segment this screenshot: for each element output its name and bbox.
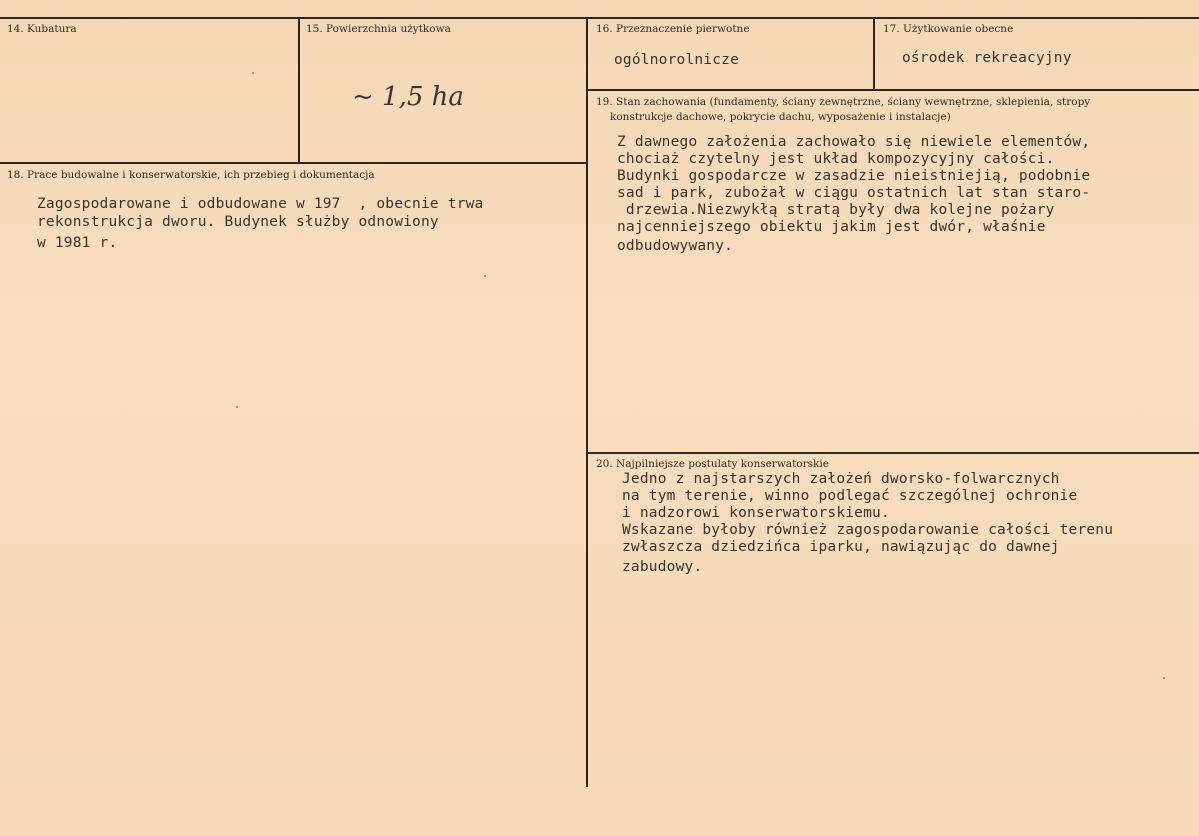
row1-bottom-border: [0, 162, 588, 164]
center-divider: [586, 17, 588, 787]
field15-value: ~ 1,5 ha: [352, 82, 464, 112]
field15-label: 15. Powierzchnia użytkowa: [306, 23, 451, 35]
paper-speck: [484, 275, 486, 277]
field16-bottom-border: [588, 89, 1199, 91]
field19-line: sad i park, zubożał w ciągu ostatnich lat stan staro-: [617, 185, 1091, 201]
field19-line: drzewia.Niezwykłą stratą były dwa kolejne pożary: [617, 202, 1055, 218]
field19-line: chociaż czytelny jest układ kompozycyjny całości.: [617, 151, 1055, 167]
field20-line: zwłaszcza dziedzińca iparku, nawiązując do dawnej: [622, 539, 1060, 555]
paper-speck: [236, 406, 238, 408]
field20-line: zabudowy.: [622, 559, 703, 575]
field17-value: ośrodek rekreacyjny: [902, 50, 1072, 66]
paper-speck: [1163, 677, 1165, 679]
field19-bottom-border: [588, 452, 1199, 454]
field18-line: rekonstrukcja dworu. Budynek służby odnowiony: [37, 214, 439, 230]
field16-value: ogólnorolnicze: [614, 52, 740, 68]
divider-16-17: [873, 17, 875, 90]
field17-label: 17. Użytkowanie obecne: [883, 23, 1014, 35]
field19-line: odbudowywany.: [617, 238, 734, 254]
field19-line: Z dawnego założenia zachowało się niewiele elementów,: [617, 134, 1091, 150]
field18-label: 18. Prace budowalne i konserwatorskie, ich przebieg i dokumentacja: [7, 169, 375, 181]
field19-label-line1: 19. Stan zachowania (fundamenty, ściany zewnętrzne, ściany wewnętrzne, sklepienia, stropy: [596, 96, 1091, 108]
field16-label: 16. Przeznaczenie pierwotne: [596, 23, 750, 35]
field18-line: Zagospodarowane i odbudowane w 197 , obecnie trwa: [37, 196, 484, 212]
field20-line: Jedno z najstarszych założeń dworsko-folwarcznych: [622, 471, 1060, 487]
field20-label: 20. Najpilniejsze postulaty konserwatorskie: [596, 458, 829, 470]
paper-speck: [252, 72, 254, 74]
field20-line: i nadzorowi konserwatorskiemu.: [622, 505, 890, 521]
field20-line: na tym terenie, winno podlegać szczególnej ochronie: [622, 488, 1078, 504]
field19-line: najcenniejszego obiektu jakim jest dwór, właśnie: [617, 219, 1046, 235]
field14-label: 14. Kubatura: [7, 23, 77, 35]
top-border: [0, 17, 1199, 19]
field19-label-line2: konstrukcje dachowe, pokrycie dachu, wyposażenie i instalacje): [610, 111, 951, 123]
field19-line: Budynki gospodarcze w zasadzie nieistniejią, podobnie: [617, 168, 1091, 184]
field18-line: w 1981 r.: [37, 235, 118, 251]
divider-14-15: [298, 17, 300, 163]
field20-line: Wskazane byłoby również zagospodarowanie całości terenu: [622, 522, 1114, 538]
